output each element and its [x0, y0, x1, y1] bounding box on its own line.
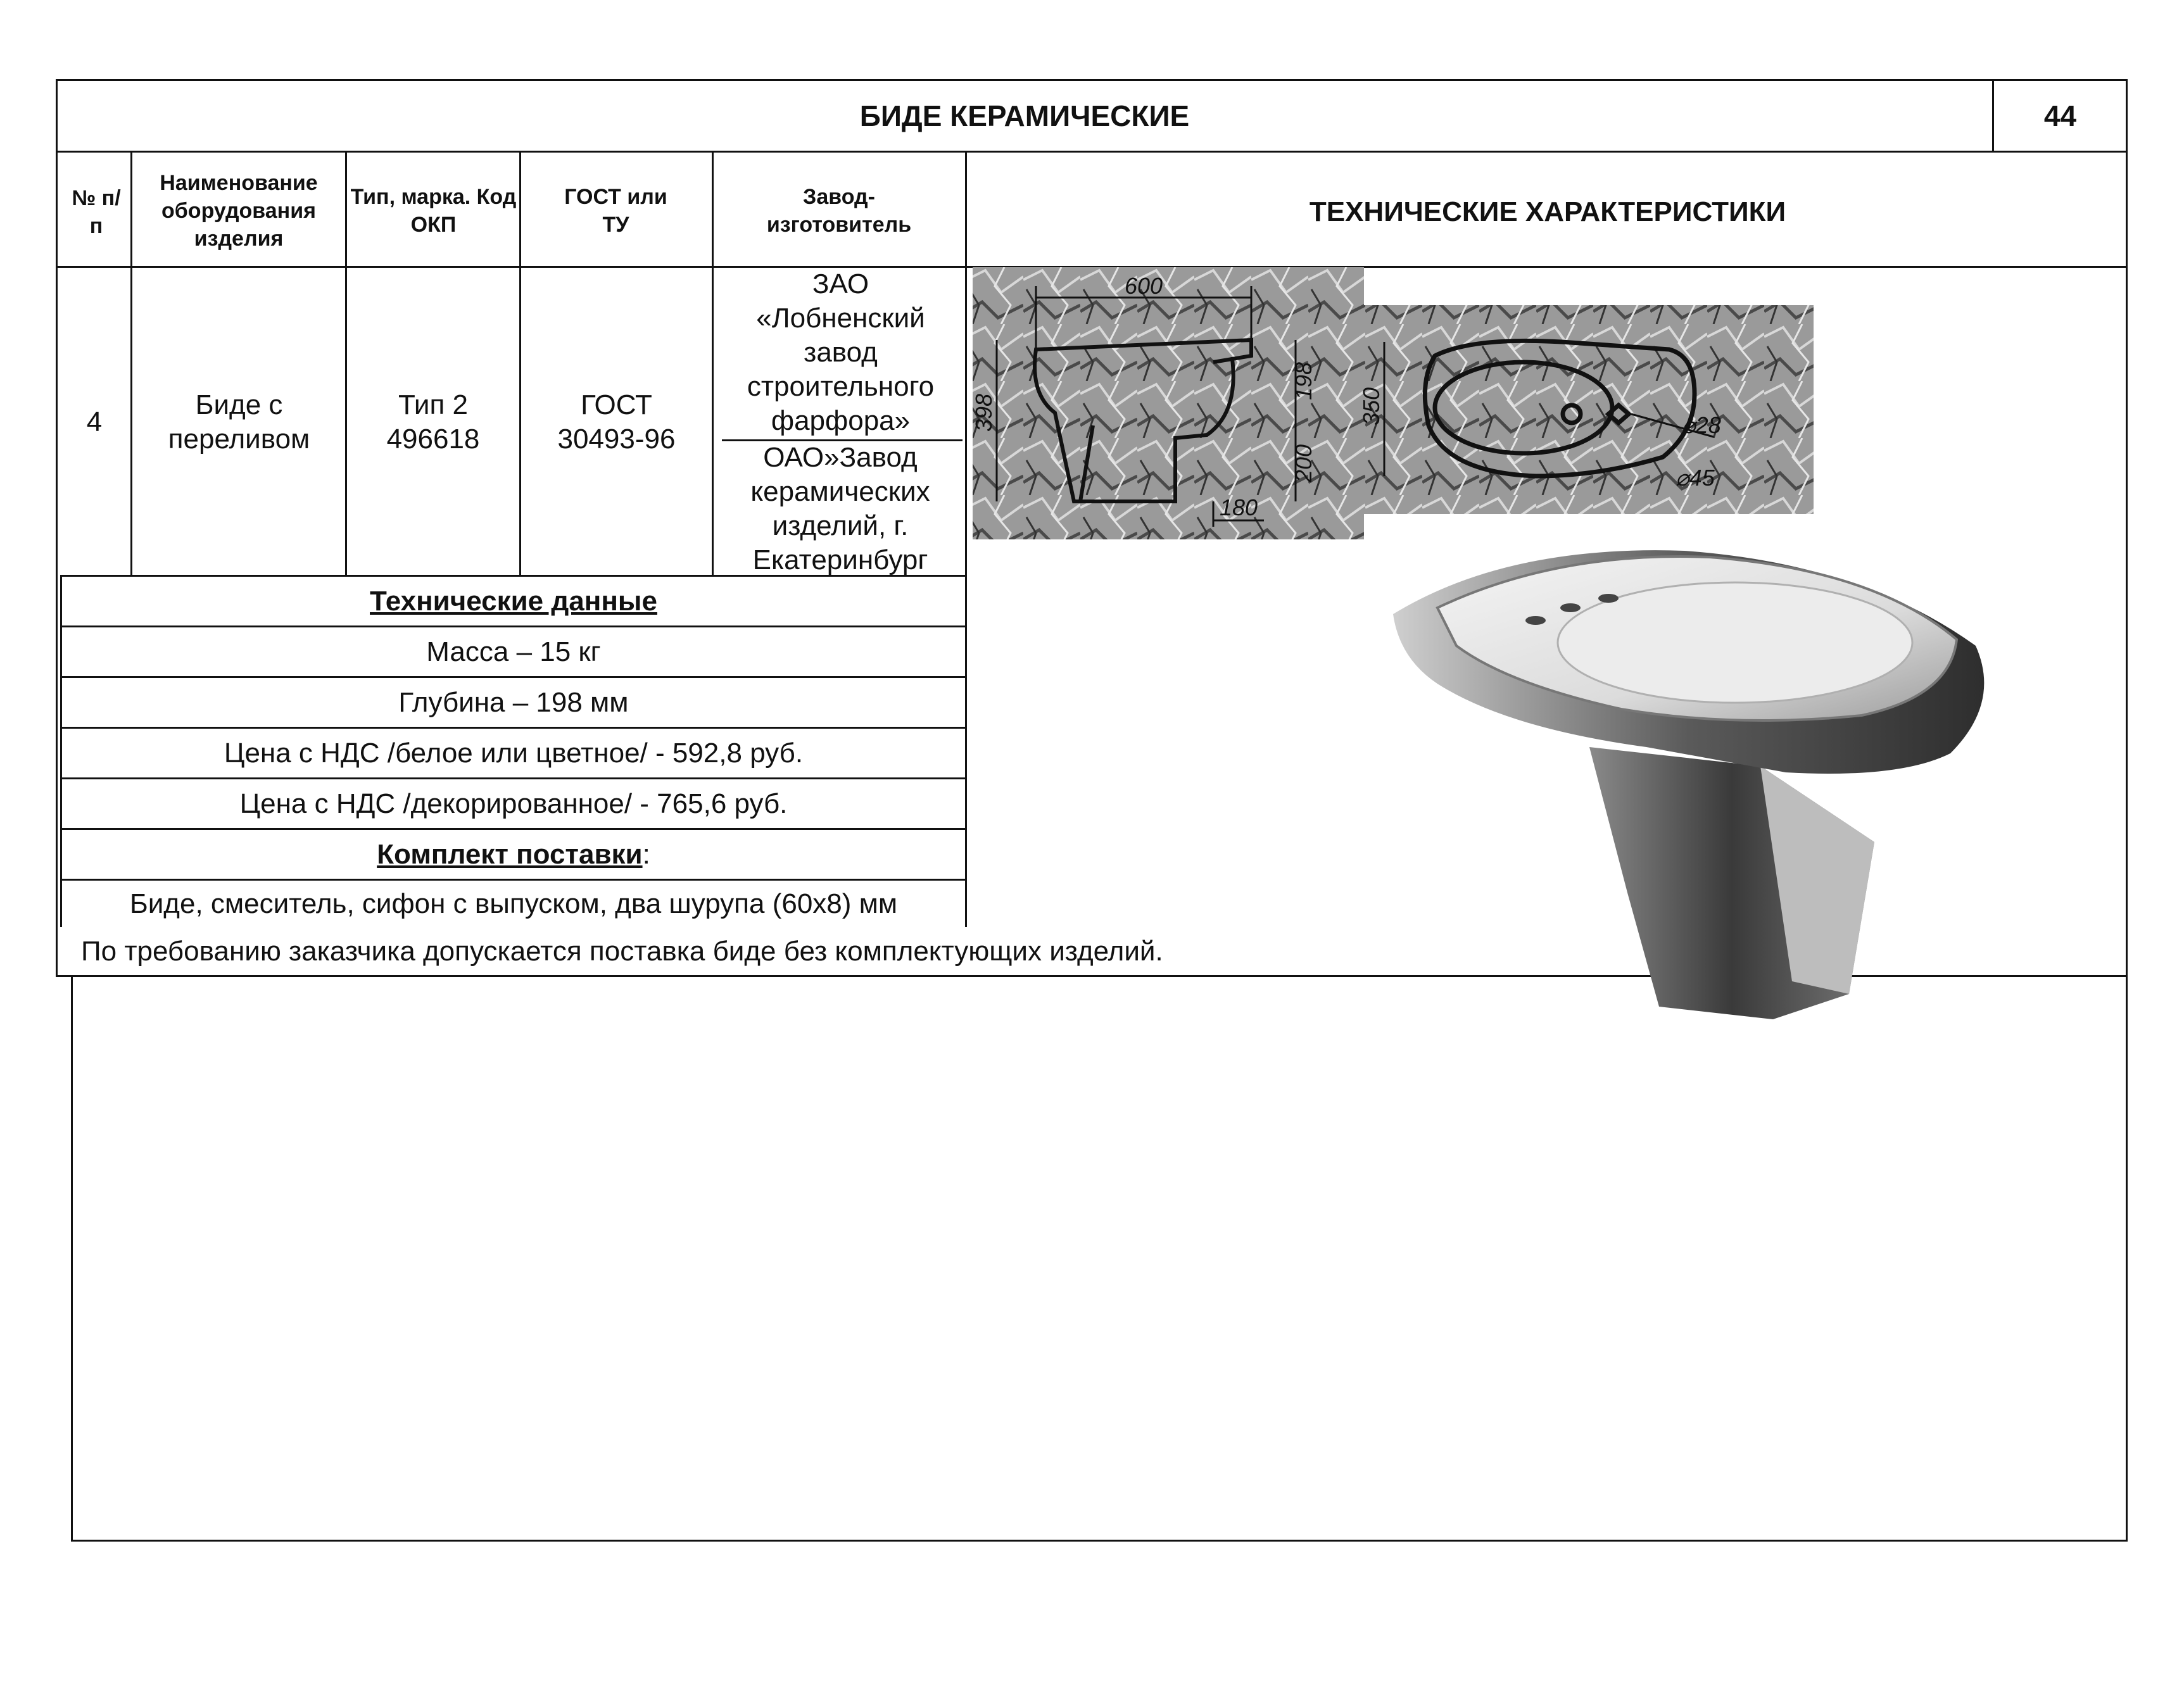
dim-198: 198	[1291, 361, 1316, 400]
col-header-tech: ТЕХНИЧЕСКИЕ ХАРАКТЕРИСТИКИ	[1309, 196, 1786, 227]
item-gost-line2: 30493-96	[557, 424, 676, 455]
technical-drawing	[966, 267, 1827, 546]
col-header-name: Наименование оборудования изделия	[160, 171, 318, 251]
tech-depth: Глубина – 198 мм	[398, 686, 629, 718]
item-type-line1: Тип 2	[398, 389, 469, 420]
dim-45: ⌀45	[1676, 465, 1715, 491]
item-factory-1: ЗАО «Лобненский завод строительного фарфора»	[747, 268, 935, 436]
customer-note: По требованию заказчика допускается поставка биде без комплектующих изделий.	[81, 936, 1163, 967]
dim-200: 200	[1291, 444, 1316, 482]
item-name: Биде с переливом	[168, 389, 310, 455]
item-num: 4	[86, 406, 103, 437]
item-factory-2: ОАО»Завод керамических изделий, г. Екатеринбург	[750, 442, 930, 575]
item-type-line2: 496618	[386, 424, 480, 455]
col-header-factory: Завод- изготовитель	[766, 185, 912, 237]
kit-heading-row	[62, 830, 965, 879]
item-type	[347, 268, 519, 576]
kit-items: Биде, смеситель, сифон с выпуском, два шурупа (60х8) мм	[129, 888, 898, 919]
item-gost-line1: ГОСТ	[581, 389, 652, 420]
bidet-photo	[1380, 538, 2026, 1032]
dim-180: 180	[1220, 494, 1258, 520]
col-header-num: № п/п	[72, 186, 121, 238]
page-title: БИДЕ КЕРАМИЧЕСКИЕ	[859, 99, 1190, 132]
kit-colon: :	[642, 838, 650, 870]
tech-data-heading: Технические данные	[370, 585, 657, 617]
side-view-panel	[973, 267, 1364, 539]
tech-price-decor: Цена с НДС /декорированное/ - 765,6 руб.	[239, 788, 788, 819]
col-line-4	[712, 151, 714, 576]
lower-frame	[71, 975, 2128, 1542]
page-number: 44	[2043, 99, 2077, 132]
dim-600: 600	[1125, 273, 1163, 299]
tech-price-white: Цена с НДС /белое или цветное/ - 592,8 руб.	[224, 737, 804, 769]
dim-350: 350	[1358, 387, 1384, 425]
col-line-1	[130, 151, 132, 576]
tech-mass: Масса – 15 кг	[426, 636, 601, 667]
top-view-panel	[1364, 305, 1814, 514]
dim-398: 398	[971, 393, 997, 432]
kit-heading: Комплект поставки	[377, 838, 643, 870]
col-header-gost: ГОСТ или ТУ	[564, 185, 667, 237]
col-header-type: Тип, марка. Код ОКП	[350, 185, 517, 237]
item-gost	[521, 268, 712, 576]
dim-28: ⌀28	[1682, 412, 1721, 438]
